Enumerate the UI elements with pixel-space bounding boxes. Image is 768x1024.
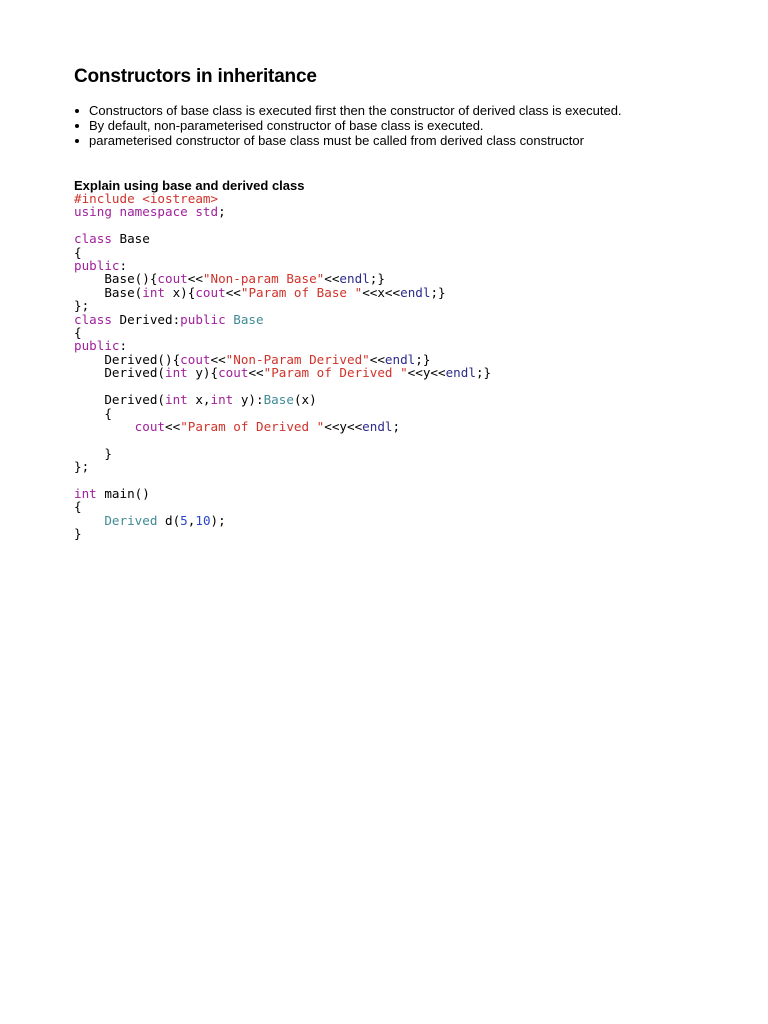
code-line (74, 285, 446, 300)
code-token: Derived( (74, 392, 165, 408)
code-token: main() (96, 485, 150, 501)
code-token: Base( (74, 284, 143, 300)
code-token: Base (263, 392, 294, 408)
code-token: Derived (104, 512, 158, 528)
code-token: cout (195, 284, 226, 300)
code-token: } (74, 526, 82, 542)
code-token: class (74, 311, 112, 327)
code-token: endl (339, 271, 370, 287)
code-token: 5 (180, 512, 188, 528)
code-token: public (74, 258, 120, 274)
code-token: ;} (430, 284, 446, 300)
code-line (74, 365, 491, 380)
code-token: ; (218, 204, 226, 220)
code-token: Derived(){ (74, 351, 181, 367)
code-token: <<x<< (362, 284, 401, 300)
code-token: cout (218, 365, 249, 381)
code-token: ;} (369, 271, 385, 287)
code-token: int (165, 392, 188, 408)
code-token: x){ (165, 284, 196, 300)
code-token: << (369, 351, 385, 367)
code-token: "Param of Base " (240, 284, 363, 300)
code-token: ;} (415, 351, 431, 367)
code-line (74, 204, 226, 219)
bullet-item: parameterised constructor of base class must be called from derived class constructor (74, 133, 622, 148)
code-token: d( (157, 512, 181, 528)
code-token: ;} (475, 365, 492, 381)
code-token: "Param of Derived " (263, 365, 408, 381)
code-token: Base(){ (74, 271, 158, 287)
code-token: <<y<< (407, 365, 446, 381)
bullet-item: By default, non-parameterised constructor of base class is executed. (74, 118, 622, 133)
code-token: }; (74, 298, 90, 314)
code-token: , (187, 512, 196, 528)
code-token: }; (74, 459, 90, 475)
code-block (74, 192, 491, 541)
code-token: public (180, 311, 226, 327)
code-token: y){ (187, 365, 219, 381)
code-token: << (248, 365, 264, 381)
code-token: : (119, 338, 128, 354)
code-token: using namespace std (74, 204, 219, 220)
code-token: { (74, 325, 82, 341)
code-token: << (324, 271, 340, 287)
code-token: int (74, 485, 97, 501)
code-token: (x) (293, 392, 317, 408)
code-line (74, 459, 89, 474)
page-title: Constructors in inheritance (74, 66, 317, 87)
code-token: "Non-Param Derived" (225, 351, 370, 367)
code-token: { (74, 499, 82, 515)
code-line (74, 513, 226, 528)
code-token: << (225, 284, 241, 300)
code-token: "Param of Derived " (180, 418, 325, 434)
bullet-list (74, 103, 622, 148)
code-token: endl (445, 365, 476, 381)
code-token: int (210, 392, 234, 408)
code-token: << (210, 351, 226, 367)
code-token: << (165, 418, 181, 434)
bullet-item: Constructors of base class is executed first then the constructor of derived class is executed. (74, 103, 622, 118)
code-token: endl (384, 351, 416, 367)
code-token: endl (362, 418, 393, 434)
code-token: <<y<< (324, 418, 363, 434)
code-token: "Non-param Base" (202, 271, 325, 287)
section-subheading: Explain using base and derived class (74, 178, 305, 193)
code-token: #include <iostream> (74, 191, 219, 206)
code-token: cout (134, 418, 166, 434)
code-token: << (187, 271, 203, 287)
code-token: 10 (195, 512, 211, 528)
code-token: ; (392, 418, 401, 434)
code-token (74, 419, 135, 434)
code-token: Derived: (111, 311, 181, 327)
code-token: int (165, 365, 188, 381)
code-token: Base (111, 231, 150, 247)
code-line (74, 526, 82, 541)
code-token: ); (210, 512, 226, 528)
code-token: : (119, 258, 128, 274)
code-token: int (142, 284, 165, 300)
code-line (74, 486, 150, 501)
code-token: y): (233, 392, 264, 408)
code-token: Derived( (74, 365, 165, 381)
code-token: Base (233, 311, 264, 327)
code-token: public (74, 338, 120, 354)
code-line (74, 419, 400, 434)
code-token: { (74, 244, 82, 260)
code-line (74, 312, 264, 327)
code-token: class (74, 231, 112, 247)
code-token: endl (400, 284, 431, 300)
code-token: x, (187, 392, 211, 408)
code-token: } (74, 445, 112, 461)
code-line (74, 231, 150, 246)
code-token: { (74, 405, 112, 421)
code-token: cout (180, 351, 211, 367)
code-token: cout (157, 271, 188, 287)
